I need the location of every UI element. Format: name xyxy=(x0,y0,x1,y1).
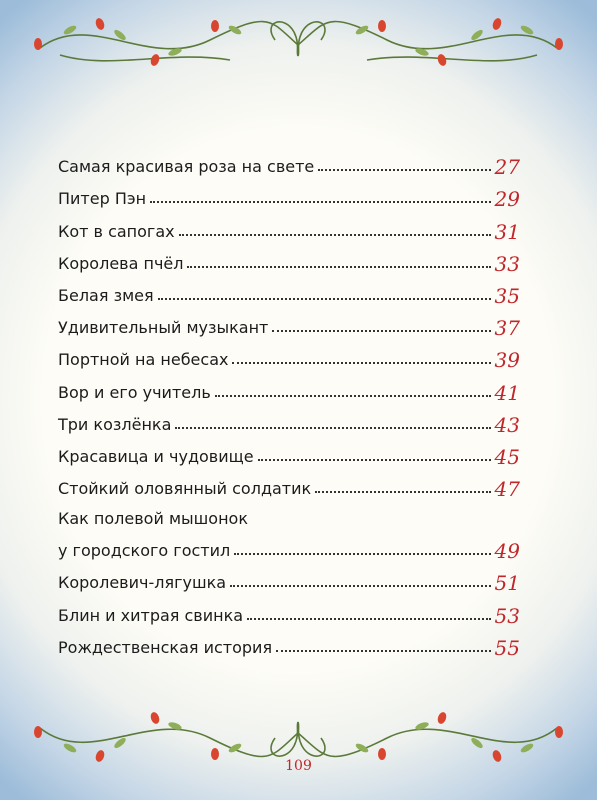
table-of-contents xyxy=(58,146,520,659)
toc-entry-page: 41 xyxy=(494,380,520,405)
toc-entry-page: 43 xyxy=(494,412,520,437)
toc-entry-page: 27 xyxy=(494,155,520,180)
leader-dots xyxy=(276,650,490,652)
leader-dots xyxy=(232,362,490,364)
leader-dots xyxy=(158,298,491,300)
toc-entry-page: 39 xyxy=(494,348,520,373)
toc-entry[interactable] xyxy=(58,404,520,436)
toc-entry-title: Блин и хитрая свинка xyxy=(58,605,244,625)
toc-entry[interactable] xyxy=(58,627,520,659)
toc-entry-title: Портной на небесах xyxy=(58,350,229,370)
vine-ornament-top xyxy=(0,0,597,80)
toc-entry-page: 35 xyxy=(494,283,520,308)
toc-entry[interactable] xyxy=(58,562,520,594)
toc-entry-title-line1: Как полевой мышонок xyxy=(58,509,248,529)
toc-entry[interactable] xyxy=(58,275,520,307)
leader-dots xyxy=(230,585,490,587)
toc-entry-line1[interactable] xyxy=(58,500,520,530)
leader-dots xyxy=(150,201,490,203)
toc-entry-title: у городского гостил xyxy=(58,541,231,561)
toc-entry[interactable] xyxy=(58,594,520,626)
page-number: 109 xyxy=(285,758,312,774)
toc-entry[interactable] xyxy=(58,146,520,178)
leader-dots xyxy=(258,459,491,461)
toc-entry-page: 29 xyxy=(494,187,520,212)
toc-entry-title: Питер Пэн xyxy=(58,189,147,209)
toc-entry-title: Вор и его учитель xyxy=(58,382,211,402)
toc-entry[interactable] xyxy=(58,371,520,403)
toc-entry-title: Самая красивая роза на свете xyxy=(58,157,315,177)
toc-entry-page: 55 xyxy=(494,635,520,660)
toc-entry-page: 53 xyxy=(494,603,520,628)
leader-dots xyxy=(187,266,490,268)
toc-entry[interactable] xyxy=(58,530,520,562)
toc-entry[interactable] xyxy=(58,468,520,500)
leader-dots xyxy=(247,618,491,620)
toc-entry-page: 37 xyxy=(494,316,520,341)
toc-entry[interactable] xyxy=(58,436,520,468)
toc-entry-title: Три козлёнка xyxy=(58,414,172,434)
toc-entry-page: 49 xyxy=(494,539,520,564)
toc-entry-title: Королевич-лягушка xyxy=(58,573,227,593)
toc-entry-page: 33 xyxy=(494,251,520,276)
leader-dots xyxy=(315,491,490,493)
toc-entry-title: Рождественская история xyxy=(58,637,273,657)
leader-dots xyxy=(318,169,490,171)
toc-entry[interactable] xyxy=(58,243,520,275)
toc-entry-page: 47 xyxy=(494,477,520,502)
toc-entry-page: 51 xyxy=(494,571,520,596)
toc-entry[interactable] xyxy=(58,339,520,371)
leader-dots xyxy=(234,553,490,555)
leader-dots xyxy=(175,427,490,429)
toc-entry-title: Королева пчёл xyxy=(58,253,184,273)
toc-entry[interactable] xyxy=(58,307,520,339)
toc-entry[interactable] xyxy=(58,178,520,210)
toc-entry-title: Кот в сапогах xyxy=(58,221,175,241)
toc-entry-title: Белая змея xyxy=(58,285,154,305)
toc-entry-title: Стойкий оловянный солдатик xyxy=(58,479,312,499)
toc-entry-page: 45 xyxy=(494,444,520,469)
toc-entry[interactable] xyxy=(58,210,520,242)
leader-dots xyxy=(272,330,490,332)
leader-dots xyxy=(215,395,491,397)
toc-entry-page: 31 xyxy=(494,219,520,244)
toc-entry-title: Красавица и чудовище xyxy=(58,446,254,466)
leader-dots xyxy=(179,234,491,236)
toc-entry-title: Удивительный музыкант xyxy=(58,318,269,338)
